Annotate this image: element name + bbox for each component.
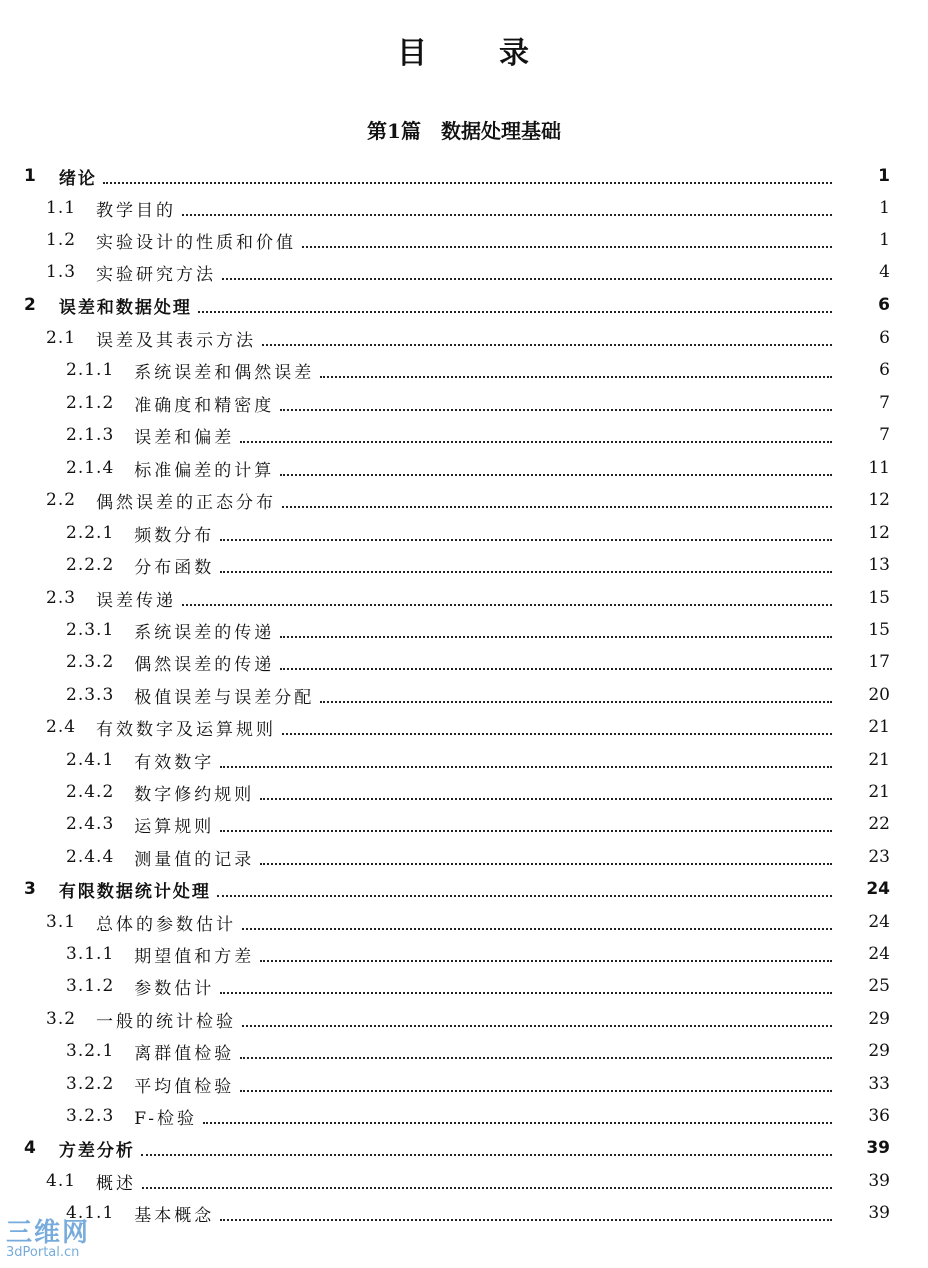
toc-entry-page: 21: [868, 782, 890, 802]
toc-entry-title: 偶然误差的正态分布: [96, 492, 277, 513]
toc-entry-title: 系统误差的传递: [134, 622, 275, 643]
toc-entry-number: 2.1.1: [66, 360, 115, 380]
toc-entry-title: 准确度和精密度: [134, 395, 275, 416]
toc-entry-page: 24: [866, 879, 890, 899]
toc-entry-number: 3.2.3: [66, 1106, 115, 1126]
toc-entry-number: 1.1: [46, 198, 77, 218]
toc-entry-page: 20: [868, 685, 890, 705]
toc-entry-title: 基本概念: [134, 1205, 215, 1226]
toc-entry[interactable]: [0, 582, 928, 614]
toc-entry-number: 2.2.1: [66, 523, 115, 543]
toc-entry-number: 2.1: [46, 328, 77, 348]
toc-entry-page: 24: [868, 912, 890, 932]
toc-entry-page: 12: [868, 490, 890, 510]
toc-entry[interactable]: [0, 841, 928, 873]
toc-entry-page: 12: [868, 523, 890, 543]
toc-entry-number: 3.2.2: [66, 1074, 115, 1094]
toc-entry[interactable]: [0, 1068, 928, 1100]
toc-entry-number: 2.1.2: [66, 393, 115, 413]
toc-entry-number: 2.4.4: [66, 847, 115, 867]
watermark-url: 3dPortal.cn: [6, 1245, 80, 1260]
toc-entry-title: 方差分析: [58, 1140, 135, 1161]
title-char-right: 录: [499, 36, 531, 71]
toc-entry-number: 2.3.1: [66, 620, 115, 640]
toc-entry-title: 运算规则: [134, 816, 215, 837]
toc-entry-title: 分布函数: [134, 557, 215, 578]
toc-entry-page: 15: [868, 620, 890, 640]
toc-entry-number: 3: [24, 879, 37, 899]
toc-entry[interactable]: [0, 646, 928, 678]
toc-entry-number: 3.1.1: [66, 944, 115, 964]
dot-leader: [242, 927, 832, 930]
toc-entry[interactable]: [0, 776, 928, 808]
toc-entry-title: 离群值检验: [134, 1043, 235, 1064]
toc-entry[interactable]: [0, 1132, 928, 1164]
dot-leader: [260, 797, 832, 800]
toc-entry[interactable]: [0, 1165, 928, 1197]
toc-entry-number: 2: [24, 295, 37, 315]
dot-leader: [222, 277, 832, 280]
toc-entry[interactable]: [0, 873, 928, 905]
toc-entry[interactable]: [0, 1100, 928, 1132]
toc-entry[interactable]: [0, 970, 928, 1002]
toc-entry-page: 15: [868, 588, 890, 608]
toc-entry-number: 4.1: [46, 1171, 77, 1191]
toc-entry-title: 误差及其表示方法: [96, 330, 257, 351]
toc-entry-number: 2.2.2: [66, 555, 115, 575]
toc-entry[interactable]: [0, 938, 928, 970]
dot-leader: [240, 1056, 832, 1059]
toc-entry-title: 期望值和方差: [134, 946, 255, 967]
toc-entry-page: 7: [879, 425, 890, 445]
toc-entry[interactable]: [0, 256, 928, 288]
toc-entry-page: 1: [879, 198, 890, 218]
dot-leader: [220, 829, 832, 832]
dot-leader: [182, 213, 832, 216]
toc-entry[interactable]: [0, 679, 928, 711]
dot-leader: [282, 505, 832, 508]
toc-entry[interactable]: [0, 387, 928, 419]
dot-leader: [220, 765, 832, 768]
toc-entry-title: 平均值检验: [134, 1076, 235, 1097]
toc-entry-title: 极值误差与误差分配: [134, 687, 315, 708]
toc-entry-page: 22: [868, 814, 890, 834]
toc-entry-number: 3.2.1: [66, 1041, 115, 1061]
dot-leader: [182, 603, 832, 606]
toc-entry-title: 误差和数据处理: [58, 297, 192, 318]
toc-entry[interactable]: [0, 744, 928, 776]
dot-leader: [103, 181, 832, 184]
toc-entry[interactable]: [0, 160, 928, 192]
toc-entry-title: 有限数据统计处理: [58, 881, 211, 902]
toc-entry-title: 频数分布: [134, 525, 215, 546]
toc-entry-page: 6: [879, 360, 890, 380]
toc-entry[interactable]: [0, 484, 928, 516]
toc-entry[interactable]: [0, 322, 928, 354]
toc-entry-number: 4: [24, 1138, 37, 1158]
toc-entry-page: 1: [879, 230, 890, 250]
toc-entry-number: 2.4.3: [66, 814, 115, 834]
toc-entry[interactable]: [0, 452, 928, 484]
dot-leader: [320, 375, 832, 378]
toc-entry[interactable]: [0, 224, 928, 256]
toc-entry-title: 参数估计: [134, 978, 215, 999]
dot-leader: [242, 1024, 832, 1027]
dot-leader: [198, 310, 832, 313]
toc-entry-number: 4.1.1: [66, 1203, 115, 1223]
dot-leader: [260, 862, 832, 865]
toc-entry-title: 教学目的: [96, 200, 177, 221]
toc-entry-title: 偶然误差的传递: [134, 654, 275, 675]
part-title: 第1篇 数据处理基础: [367, 119, 561, 143]
toc-entry-title: 系统误差和偶然误差: [134, 362, 315, 383]
toc-entry-page: 4: [879, 262, 890, 282]
toc-entry[interactable]: [0, 1003, 928, 1035]
dot-leader: [240, 1089, 832, 1092]
page-title: [0, 28, 928, 72]
toc-entry-page: 39: [868, 1203, 890, 1223]
toc-entry-page: 24: [868, 944, 890, 964]
title-char-left: 目: [397, 36, 429, 71]
dot-leader: [280, 667, 832, 670]
toc-entry-title: 误差和偏差: [134, 427, 235, 448]
dot-leader: [262, 343, 832, 346]
toc-entry-number: 2.4.2: [66, 782, 115, 802]
toc-entry-number: 2.4: [46, 717, 77, 737]
toc-entry-title: F-检验: [134, 1108, 198, 1129]
toc-entry-page: 17: [868, 652, 890, 672]
toc-entry-page: 36: [868, 1106, 890, 1126]
toc-entry-title: 总体的参数估计: [96, 914, 237, 935]
toc-entry-number: 2.3.3: [66, 685, 115, 705]
toc-entry[interactable]: [0, 289, 928, 321]
dot-leader: [220, 570, 832, 573]
dot-leader: [240, 440, 832, 443]
toc-entry-number: 1: [24, 166, 37, 186]
watermark-logo: [6, 1212, 102, 1264]
toc-entry-page: 21: [868, 717, 890, 737]
toc-entry[interactable]: [0, 614, 928, 646]
toc-entry[interactable]: [0, 419, 928, 451]
toc-entry-title: 数字修约规则: [134, 784, 255, 805]
toc-entry[interactable]: [0, 1197, 928, 1229]
dot-leader: [260, 959, 832, 962]
toc-entry-page: 23: [868, 847, 890, 867]
toc-entry-page: 13: [868, 555, 890, 575]
toc-entry[interactable]: [0, 906, 928, 938]
toc-entry-page: 29: [868, 1041, 890, 1061]
toc-entry-title: 实验研究方法: [96, 264, 217, 285]
toc-entry-number: 2.1.3: [66, 425, 115, 445]
toc-entry-title: 实验设计的性质和价值: [96, 232, 297, 253]
dot-leader: [320, 700, 832, 703]
toc-entry-page: 33: [868, 1074, 890, 1094]
toc-entry[interactable]: [0, 517, 928, 549]
toc-entry[interactable]: [0, 711, 928, 743]
toc-entry-page: 6: [879, 328, 890, 348]
dot-leader: [280, 408, 832, 411]
dot-leader: [282, 732, 832, 735]
toc-entry-number: 3.1: [46, 912, 77, 932]
toc-entry[interactable]: [0, 354, 928, 386]
toc-entry-number: 2.4.1: [66, 750, 115, 770]
toc-entry-page: 6: [878, 295, 890, 315]
dot-leader: [203, 1121, 832, 1124]
dot-leader: [220, 538, 832, 541]
toc-entry-number: 3.2: [46, 1009, 77, 1029]
toc-entry-number: 1.3: [46, 262, 77, 282]
toc-entry-page: 25: [868, 976, 890, 996]
toc-entry-title: 有效数字及运算规则: [96, 719, 277, 740]
toc-entry-page: 21: [868, 750, 890, 770]
toc-entry-page: 7: [879, 393, 890, 413]
toc-entry-number: 2.3.2: [66, 652, 115, 672]
dot-leader: [220, 991, 832, 994]
dot-leader: [141, 1153, 832, 1156]
toc-entry-page: 29: [868, 1009, 890, 1029]
toc-entry-number: 1.2: [46, 230, 77, 250]
toc-entry-page: 39: [868, 1171, 890, 1191]
toc-entry-page: 1: [878, 166, 890, 186]
toc-entry-title: 一般的统计检验: [96, 1011, 237, 1032]
toc-entry-title: 绪论: [58, 168, 97, 189]
toc-entry[interactable]: [0, 808, 928, 840]
toc-entry-page: 39: [866, 1138, 890, 1158]
toc-entry-title: 测量值的记录: [134, 849, 255, 870]
dot-leader: [220, 1218, 832, 1221]
toc-entry-number: 2.1.4: [66, 458, 115, 478]
toc-entry-number: 3.1.2: [66, 976, 115, 996]
dot-leader: [280, 635, 832, 638]
toc-entry-title: 标准偏差的计算: [134, 460, 275, 481]
toc-entry[interactable]: [0, 192, 928, 224]
toc-entry-page: 11: [868, 458, 890, 478]
dot-leader: [217, 894, 832, 897]
toc-entry[interactable]: [0, 1035, 928, 1067]
toc-entry-number: 2.2: [46, 490, 77, 510]
toc-entry-number: 2.3: [46, 588, 77, 608]
watermark-text: 三维网: [6, 1218, 91, 1248]
toc-entry-title: 误差传递: [96, 590, 177, 611]
dot-leader: [142, 1186, 832, 1189]
toc-entry-title: 有效数字: [134, 752, 215, 773]
toc-entry-title: 概述: [96, 1173, 137, 1194]
toc-entry[interactable]: [0, 549, 928, 581]
dot-leader: [302, 245, 832, 248]
dot-leader: [280, 473, 832, 476]
